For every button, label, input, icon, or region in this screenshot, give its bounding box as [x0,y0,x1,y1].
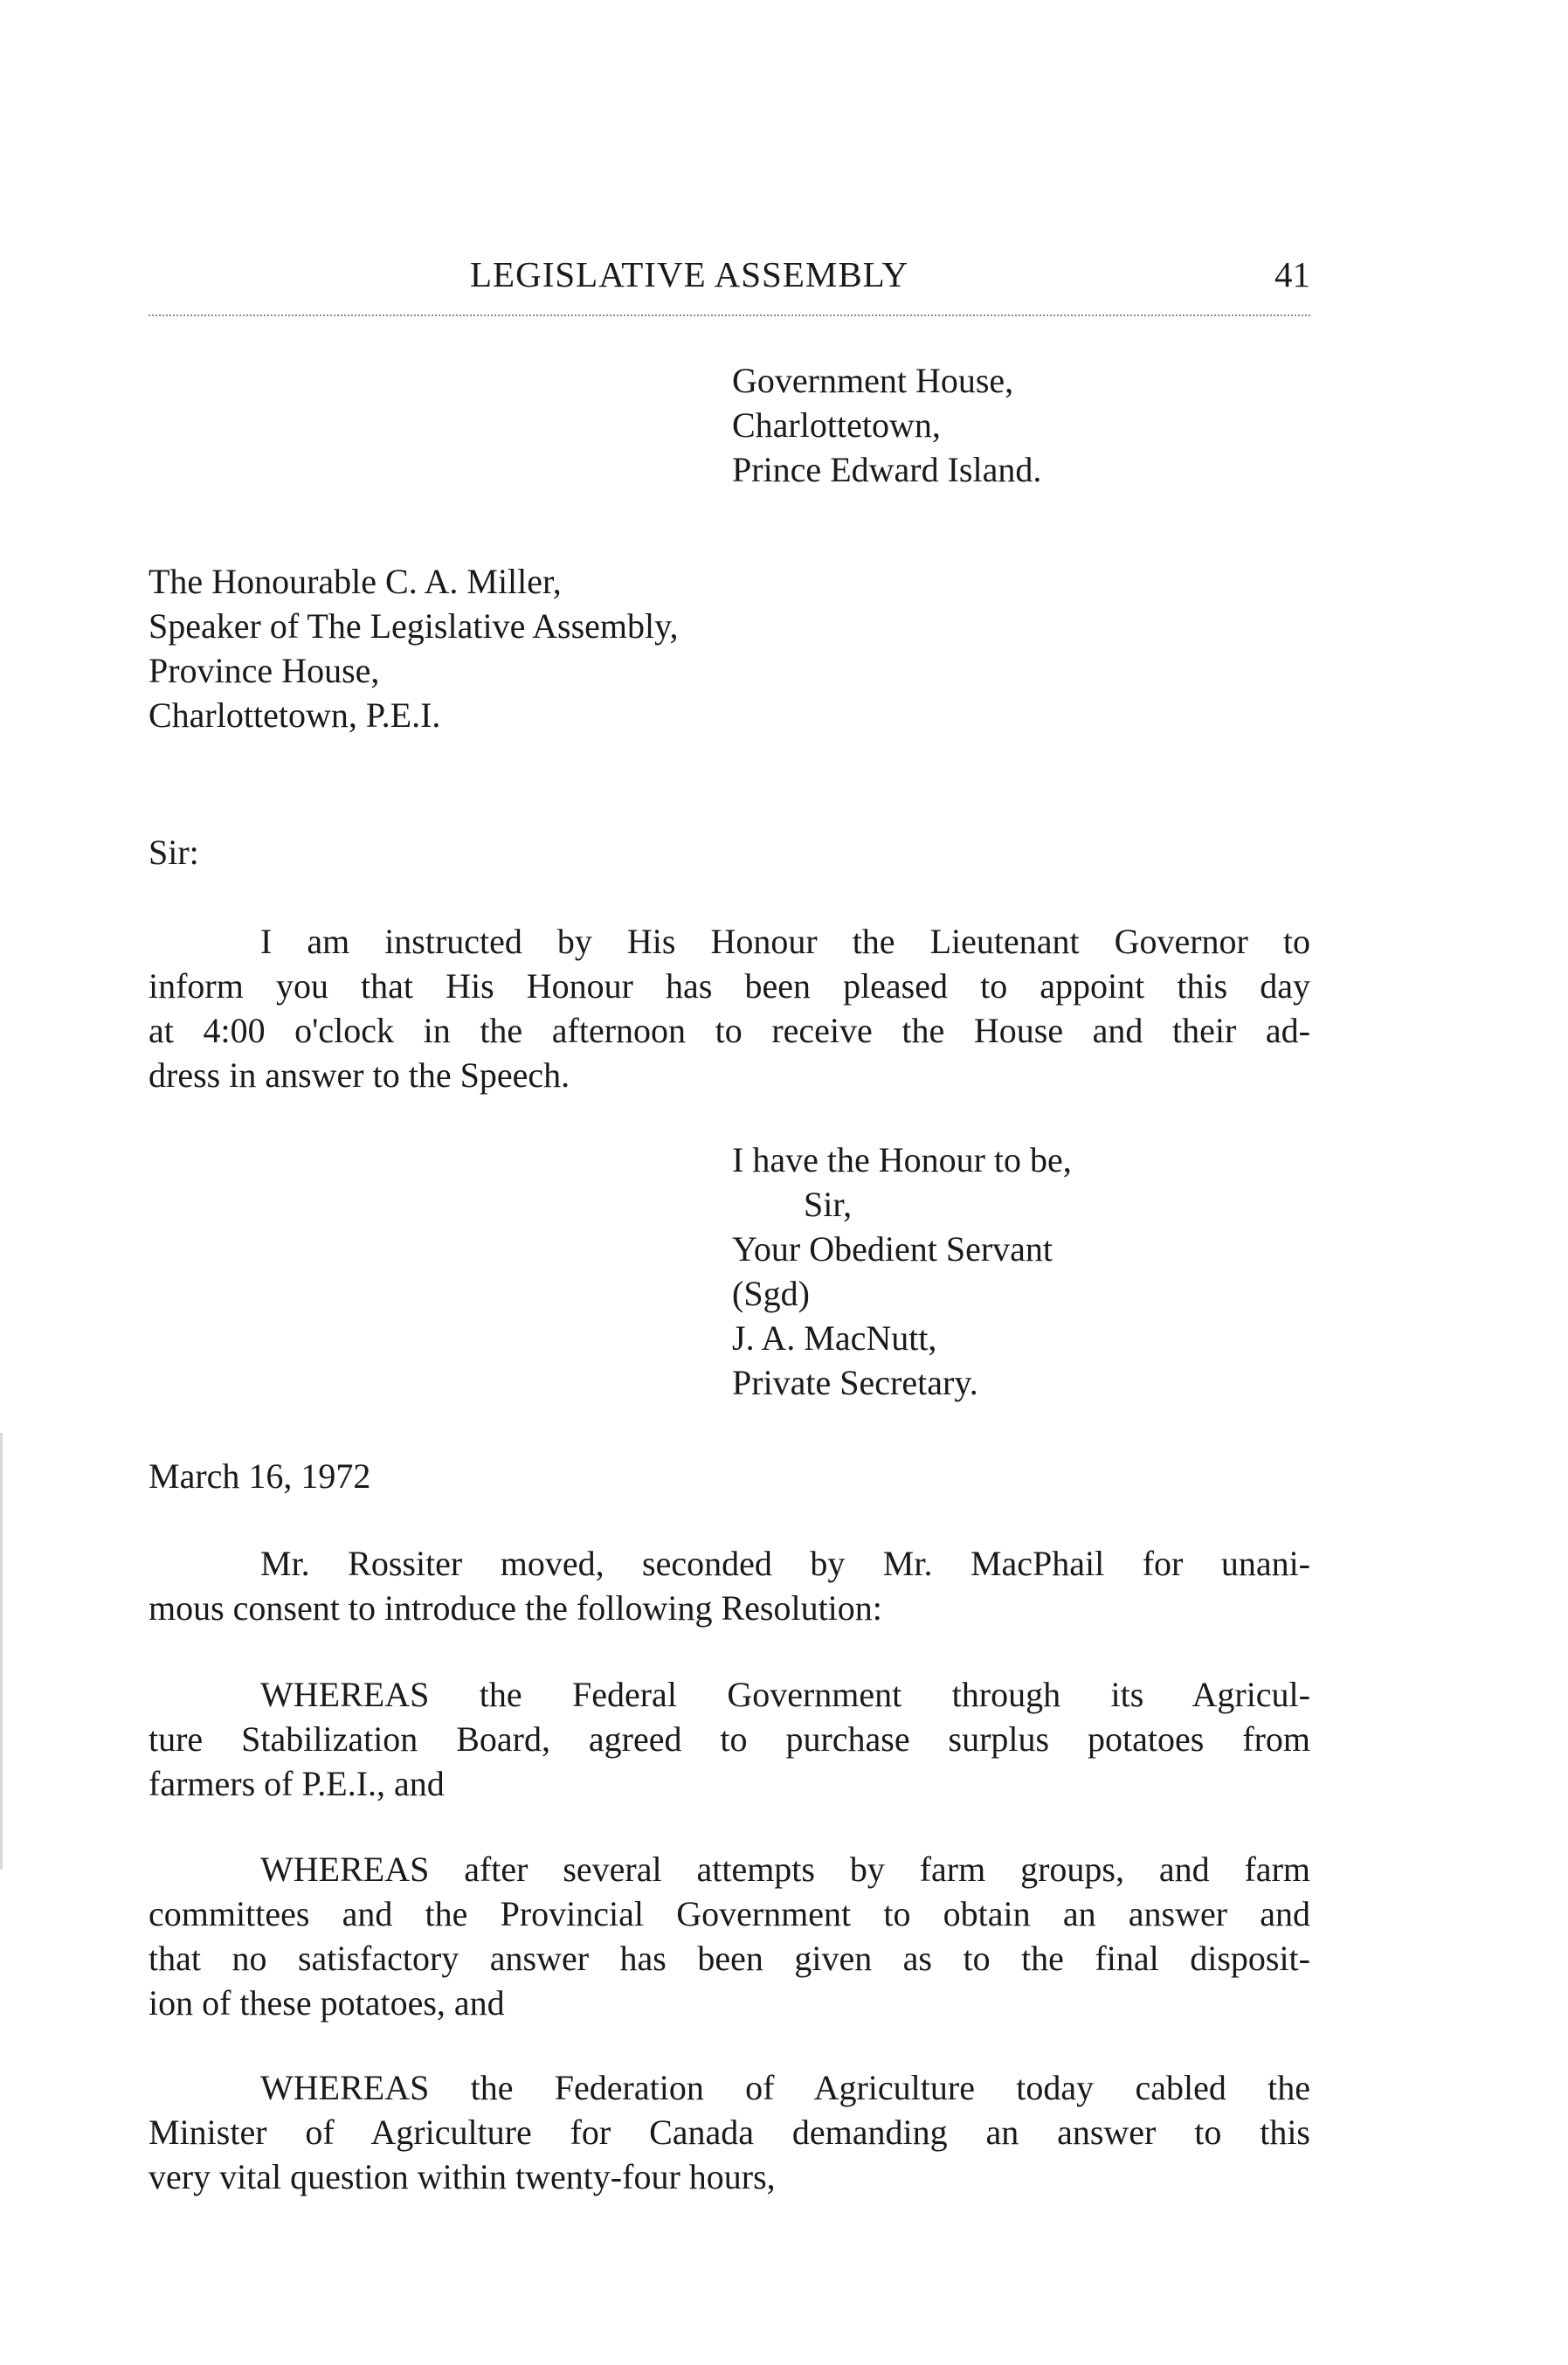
recipient-address-line: Province House, [149,651,380,690]
recipient-address-line: Charlottetown, P.E.I. [149,695,441,735]
paragraph-line: ture Stabilization Board, agreed to purchase surplus potatoes from [149,1719,1310,1759]
paragraph-line: WHEREAS after several attempts by farm groups, and farm [260,1850,1310,1889]
recipient-address-line: The Honourable C. A. Miller, [149,562,562,601]
sender-address [732,358,1041,492]
paragraph-line: dress in answer to the Speech. [149,1055,570,1095]
paragraph-line: Mr. Rossiter moved, seconded by Mr. MacPhail for unani- [260,1544,1310,1583]
motion-paragraph [149,1541,1310,1630]
paragraph-line: at 4:00 o'clock in the afternoon to receive the House and their ad- [149,1011,1310,1050]
whereas-paragraph [149,1672,1310,1806]
letter-closing [732,1138,1072,1405]
paragraph-line: inform you that His Honour has been pleased to appoint this day [149,966,1310,1006]
page-number: 41 [1274,254,1310,294]
closing-line: I have the Honour to be, [732,1140,1072,1179]
letter-body-paragraph [149,919,1310,1097]
sender-address-line: Charlottetown, [732,405,941,445]
closing-line: Sir, [804,1185,853,1224]
paragraph-line: ion of these potatoes, and [149,1983,505,2023]
scan-edge-mark [0,1433,3,1870]
whereas-paragraph [149,1847,1310,2025]
recipient-address [149,559,679,737]
paragraph-line: committees and the Provincial Government to obtain an answer and [149,1894,1310,1933]
sender-address-line: Prince Edward Island. [732,450,1042,489]
salutation [149,830,199,875]
paragraph-line: very vital question within twenty-four hours, [149,2157,776,2196]
running-header [149,253,1310,315]
paragraph-line: WHEREAS the Federation of Agriculture today cabled the [260,2068,1310,2107]
recipient-address-line: Speaker of The Legislative Assembly, [149,606,679,646]
whereas-paragraph [149,2065,1310,2199]
paragraph-line: that no satisfactory answer has been given as to the final disposit- [149,1939,1310,1978]
signatory-title: Private Secretary. [732,1363,978,1402]
entry-date [149,1454,370,1498]
sender-address-line: Government House, [732,361,1014,400]
header-title: LEGISLATIVE ASSEMBLY [470,254,909,294]
salutation-text: Sir: [149,833,199,872]
paragraph-line: mous consent to introduce the following Resolution: [149,1588,882,1628]
paragraph-line: Minister of Agriculture for Canada demanding an answer to this [149,2113,1310,2152]
closing-line: Your Obedient Servant [732,1229,1053,1269]
date-text: March 16, 1972 [149,1456,371,1496]
paragraph-line: farmers of P.E.I., and [149,1764,445,1803]
paragraph-line: WHEREAS the Federal Government through its Agricul- [260,1675,1310,1714]
closing-line: (Sgd) [732,1274,810,1313]
paragraph-line: I am instructed by His Honour the Lieutenant Governor to [260,922,1310,961]
header-rule [149,315,1310,316]
signatory-name: J. A. MacNutt, [732,1318,937,1358]
